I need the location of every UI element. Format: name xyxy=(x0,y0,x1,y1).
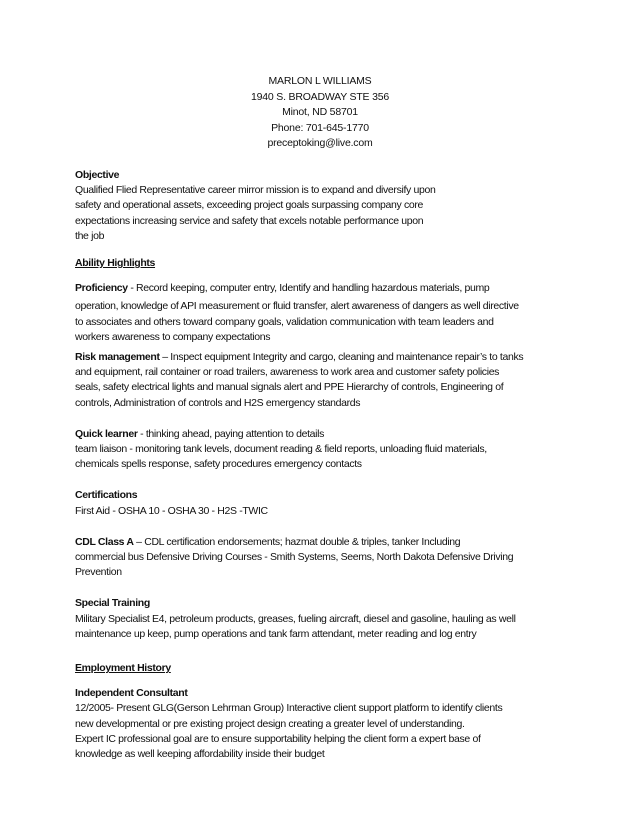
cdl-line: Prevention xyxy=(75,566,122,579)
quick-learner-label: Quick learner xyxy=(75,427,138,440)
cdl-section xyxy=(75,535,573,581)
employment-line: 12/2005- Present GLG(Gerson Lehrman Group) Interactive client support platform to identify clients xyxy=(75,702,503,715)
quick-learner-line: team liaison - monitoring tank levels, document reading & field reports, unloading fluid materials, xyxy=(75,443,487,456)
special-training-label: Special Training xyxy=(75,597,150,610)
certifications-label: Certifications xyxy=(75,489,138,502)
risk-management-line: and equipment, rail container or road trailers, awareness to work area and customer safety policies xyxy=(75,366,500,379)
risk-management-line: controls, Administration of controls and H2S emergency standards xyxy=(75,396,361,409)
objective-line: Qualified Flied Representative career mirror mission is to expand and diversify upon xyxy=(75,184,436,197)
employment-history-heading: Employment History xyxy=(75,662,171,675)
proficiency-line: workers awareness to company expectations xyxy=(75,330,271,343)
certifications-line: First Aid - OSHA 10 - OSHA 30 - H2S -TWIC xyxy=(75,504,268,517)
ability-highlights-heading: Ability Highlights xyxy=(75,257,156,270)
proficiency-section xyxy=(75,281,573,345)
contact-header xyxy=(0,74,638,152)
cdl-label: CDL Class A xyxy=(75,535,134,548)
cdl-line: commercial bus Defensive Driving Courses - Smith Systems, Seems, North Dakota Defensive Driving xyxy=(75,551,514,564)
employment-line: knowledge as well keeping affordability inside their budget xyxy=(75,748,325,761)
resume-body xyxy=(75,168,573,762)
risk-management-section xyxy=(75,350,573,411)
special-training-section xyxy=(75,596,573,642)
proficiency-line: operation, knowledge of API measurement or fluid transfer, alert awareness of dangers as well directive xyxy=(75,300,519,313)
proficiency-line: to associates and others toward company goals, validation communication with team leaders and xyxy=(75,315,494,328)
special-training-line: Military Specialist E4, petroleum products, greases, fueling aircraft, diesel and gasoline, hauling as well xyxy=(75,612,516,625)
email-address: preceptoking@live.com xyxy=(267,137,373,149)
quick-learner-section xyxy=(75,427,573,473)
risk-management-text: – Inspect equipment Integrity and cargo, cleaning and maintenance repair’s to tanks xyxy=(159,351,524,364)
address-line-1: 1940 S. BROADWAY STE 356 xyxy=(251,90,389,103)
address-line-2: Minot, ND 58701 xyxy=(282,106,358,118)
candidate-name: MARLON L WILLIAMS xyxy=(268,75,372,87)
employment-line: new developmental or pre existing project design creating a greater level of understanding. xyxy=(75,717,465,730)
objective-line: safety and operational assets, exceeding project goals surpassing company core xyxy=(75,199,424,212)
objective-section xyxy=(75,168,573,244)
objective-line: expectations increasing service and safety that excels notable performance upon xyxy=(75,214,424,227)
job-title: Independent Consultant xyxy=(75,687,188,700)
cdl-text: – CDL certification endorsements; hazmat double & triples, tanker Including xyxy=(133,535,461,548)
risk-management-label: Risk management xyxy=(75,351,160,364)
quick-learner-line: chemicals spells response, safety procedures emergency contacts xyxy=(75,458,362,471)
proficiency-text: - Record keeping, computer entry, Identify and handling hazardous materials, pump xyxy=(127,282,490,295)
phone-number: Phone: 701-645-1770 xyxy=(271,121,369,134)
risk-management-line: seals, safety electrical lights and manual signals alert and PPE Hierarchy of controls, Engineering of xyxy=(75,381,504,394)
objective-line: the job xyxy=(75,229,105,242)
objective-heading: Objective xyxy=(75,169,120,181)
special-training-line: maintenance up keep, pump operations and tank farm attendant, meter reading and log entry xyxy=(75,627,477,640)
proficiency-label: Proficiency xyxy=(75,282,128,295)
employment-line: Expert IC professional goal are to ensure supportability helping the client form a expert base of xyxy=(75,732,481,745)
employment-section xyxy=(75,661,573,762)
certifications-section xyxy=(75,488,573,518)
quick-learner-text: - thinking ahead, paying attention to details xyxy=(137,427,325,440)
